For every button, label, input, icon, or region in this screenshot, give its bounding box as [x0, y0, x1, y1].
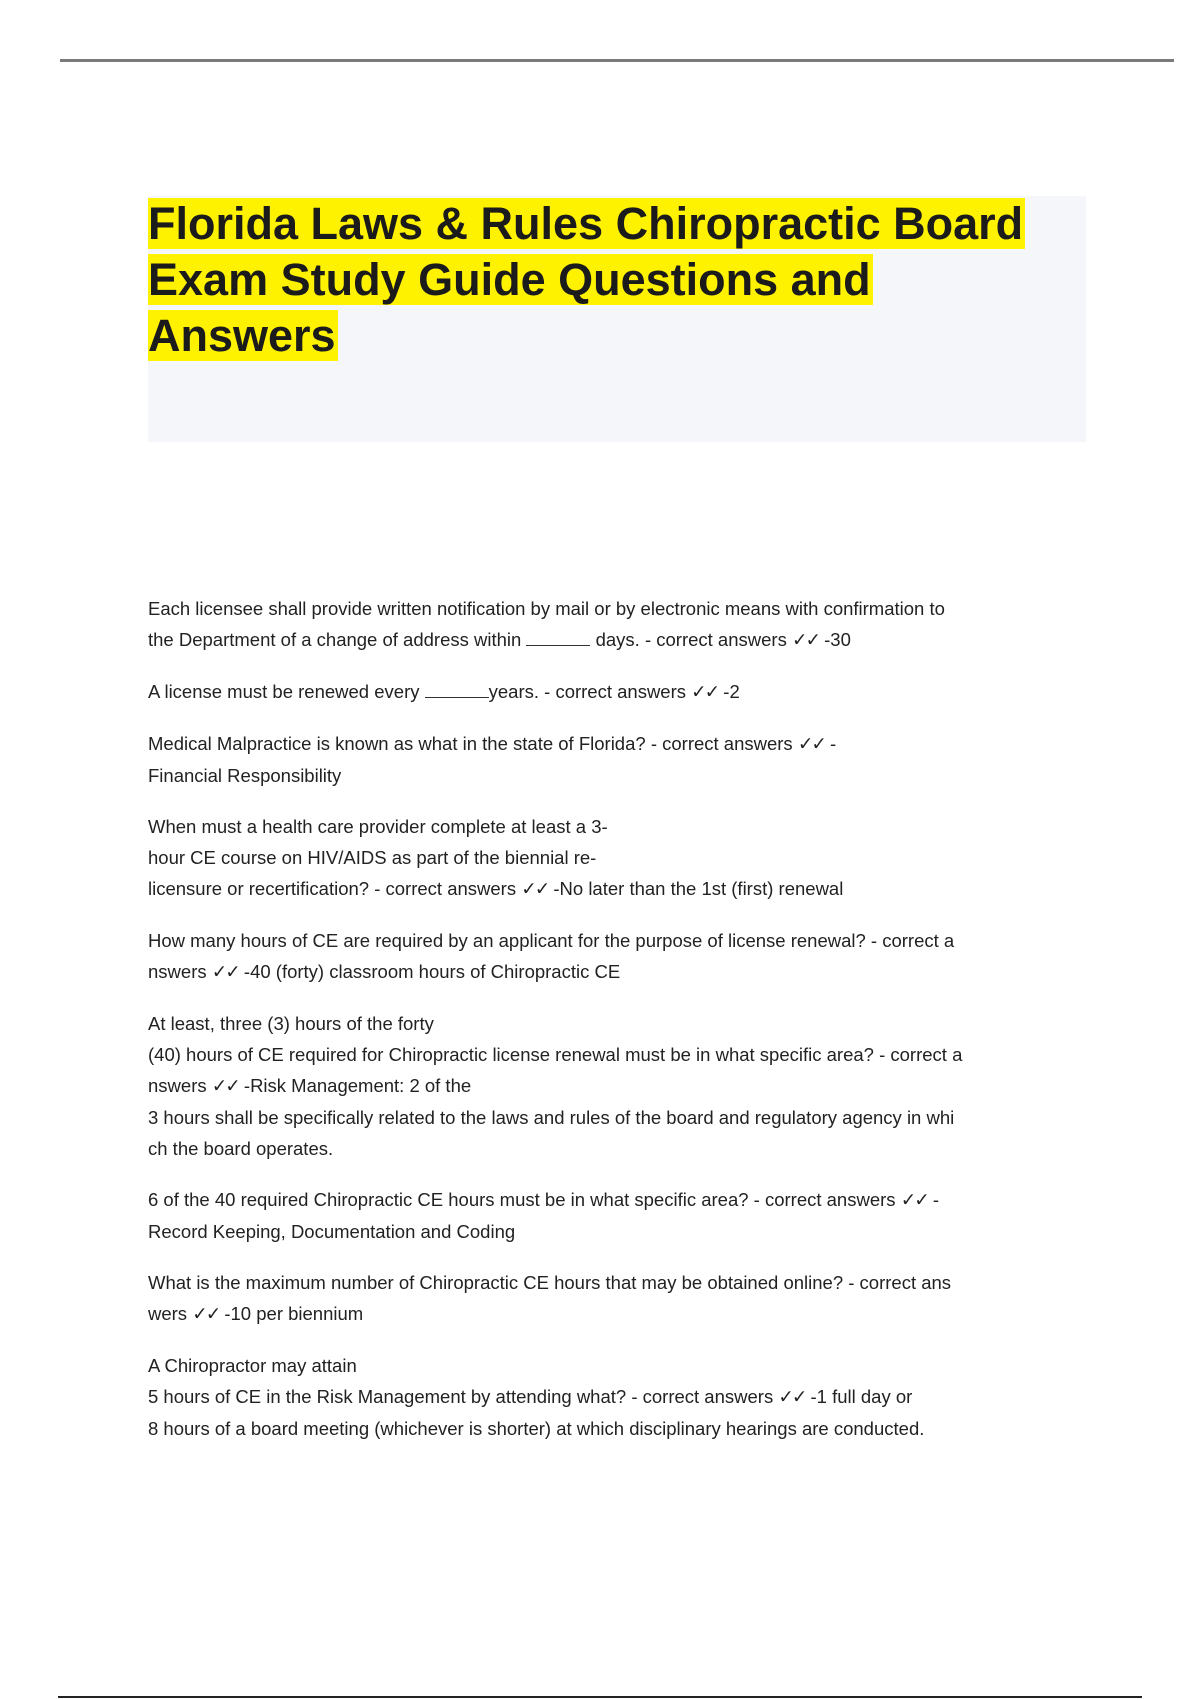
- qa-text: When must a health care provider complete at least a 3-: [148, 816, 608, 837]
- qa-line: [148, 956, 1088, 988]
- qa-line: [148, 925, 1088, 956]
- qa-item: [148, 676, 1088, 708]
- qa-text: What is the maximum number of Chiropractic CE hours that may be obtained online? - correct ans: [148, 1272, 952, 1293]
- qa-text: A Chiropractor may attain: [148, 1355, 357, 1376]
- qa-text: How many hours of CE are required by an applicant for the purpose of license renewal? - correct a: [148, 930, 955, 951]
- qa-line: [148, 1413, 1088, 1444]
- qa-text: Financial Responsibility: [148, 765, 342, 786]
- qa-item: [148, 728, 1088, 791]
- qa-line: [148, 676, 1088, 708]
- qa-item: [148, 1184, 1088, 1247]
- qa-line: [148, 1070, 1088, 1102]
- qa-text: licensure or recertification? - correct answers: [148, 878, 522, 899]
- checkmark-icon: ✓✓: [211, 1076, 239, 1097]
- qa-line: [148, 873, 1088, 905]
- qa-line: [148, 1350, 1088, 1381]
- qa-text: -10 per biennium: [219, 1303, 364, 1324]
- qa-text: At least, three (3) hours of the forty: [148, 1013, 434, 1034]
- qa-text: wers: [148, 1303, 193, 1324]
- qa-text: 5 hours of CE in the Risk Management by attending what? - correct answers: [148, 1386, 779, 1407]
- title-line: Florida Laws & Rules Chiropractic Board: [148, 198, 1024, 249]
- qa-text: -No later than the 1st (first) renewal: [548, 878, 844, 899]
- qa-text: -Risk Management: 2 of the: [238, 1075, 472, 1096]
- qa-text: -2: [718, 681, 740, 702]
- checkmark-icon: ✓✓: [778, 1387, 806, 1408]
- qa-line: [148, 1298, 1088, 1330]
- qa-text: 6 of the 40 required Chiropractic CE hours must be in what specific area? - correct answers: [148, 1189, 901, 1210]
- qa-line: [148, 1184, 1088, 1216]
- qa-line: [148, 593, 1088, 624]
- qa-text: -: [927, 1189, 940, 1210]
- title-line: Answers: [148, 310, 336, 361]
- qa-text: -40 (forty) classroom hours of Chiropractic CE: [238, 961, 621, 982]
- qa-line: [148, 1008, 1088, 1039]
- qa-text: hour CE course on HIV/AIDS as part of the biennial re-: [148, 847, 597, 868]
- qa-item: [148, 1267, 1088, 1330]
- qa-line: [148, 1216, 1088, 1247]
- qa-line: [148, 1102, 1088, 1133]
- title-block: [148, 196, 1086, 442]
- qa-text: days. - correct answers: [590, 629, 792, 650]
- qa-text: -30: [818, 629, 851, 650]
- qa-text: 8 hours of a board meeting (whichever is shorter) at which disciplinary hearings are conducted.: [148, 1418, 925, 1439]
- qa-text: 3 hours shall be specifically related to the laws and rules of the board and regulatory agency in whi: [148, 1107, 955, 1128]
- qa-line: [148, 1133, 1088, 1164]
- qa-text: Medical Malpractice is known as what in the state of Florida? - correct answers: [148, 733, 798, 754]
- qa-text: Each licensee shall provide written notification by mail or by electronic means with confirmation to: [148, 598, 945, 619]
- qa-item: [148, 1008, 1088, 1164]
- qa-text: nswers: [148, 1075, 212, 1096]
- qa-list: [148, 593, 1088, 1464]
- qa-item: [148, 1350, 1088, 1444]
- qa-line: [148, 760, 1088, 791]
- qa-text: (40) hours of CE required for Chiropractic license renewal must be in what specific area? - correct a: [148, 1044, 963, 1065]
- qa-line: [148, 728, 1088, 760]
- qa-item: [148, 925, 1088, 988]
- document-title: [148, 196, 1086, 364]
- checkmark-icon: ✓✓: [521, 879, 549, 900]
- checkmark-icon: ✓✓: [211, 962, 239, 983]
- checkmark-icon: ✓✓: [691, 682, 719, 703]
- qa-line: [148, 811, 1088, 842]
- qa-item: [148, 593, 1088, 656]
- qa-text: ch the board operates.: [148, 1138, 334, 1159]
- qa-line: [148, 1381, 1088, 1413]
- qa-text: Record Keeping, Documentation and Coding: [148, 1221, 516, 1242]
- qa-text: -: [824, 733, 837, 754]
- qa-line: [148, 1267, 1088, 1298]
- fill-in-blank: [425, 683, 489, 698]
- top-rule: [60, 59, 1174, 62]
- bottom-rule: [58, 1696, 1142, 1698]
- checkmark-icon: ✓✓: [791, 630, 819, 651]
- qa-item: [148, 811, 1088, 905]
- qa-text: A license must be renewed every: [148, 681, 425, 702]
- qa-text: the Department of a change of address within: [148, 629, 527, 650]
- qa-text: nswers: [148, 961, 212, 982]
- checkmark-icon: ✓✓: [900, 1190, 928, 1211]
- qa-line: [148, 624, 1088, 656]
- checkmark-icon: ✓✓: [797, 734, 825, 755]
- fill-in-blank: [526, 631, 590, 646]
- checkmark-icon: ✓✓: [192, 1304, 220, 1325]
- qa-text: -1 full day or: [805, 1386, 913, 1407]
- title-line: Exam Study Guide Questions and: [148, 254, 871, 305]
- qa-text: years. - correct answers: [488, 681, 692, 702]
- qa-line: [148, 842, 1088, 873]
- qa-line: [148, 1039, 1088, 1070]
